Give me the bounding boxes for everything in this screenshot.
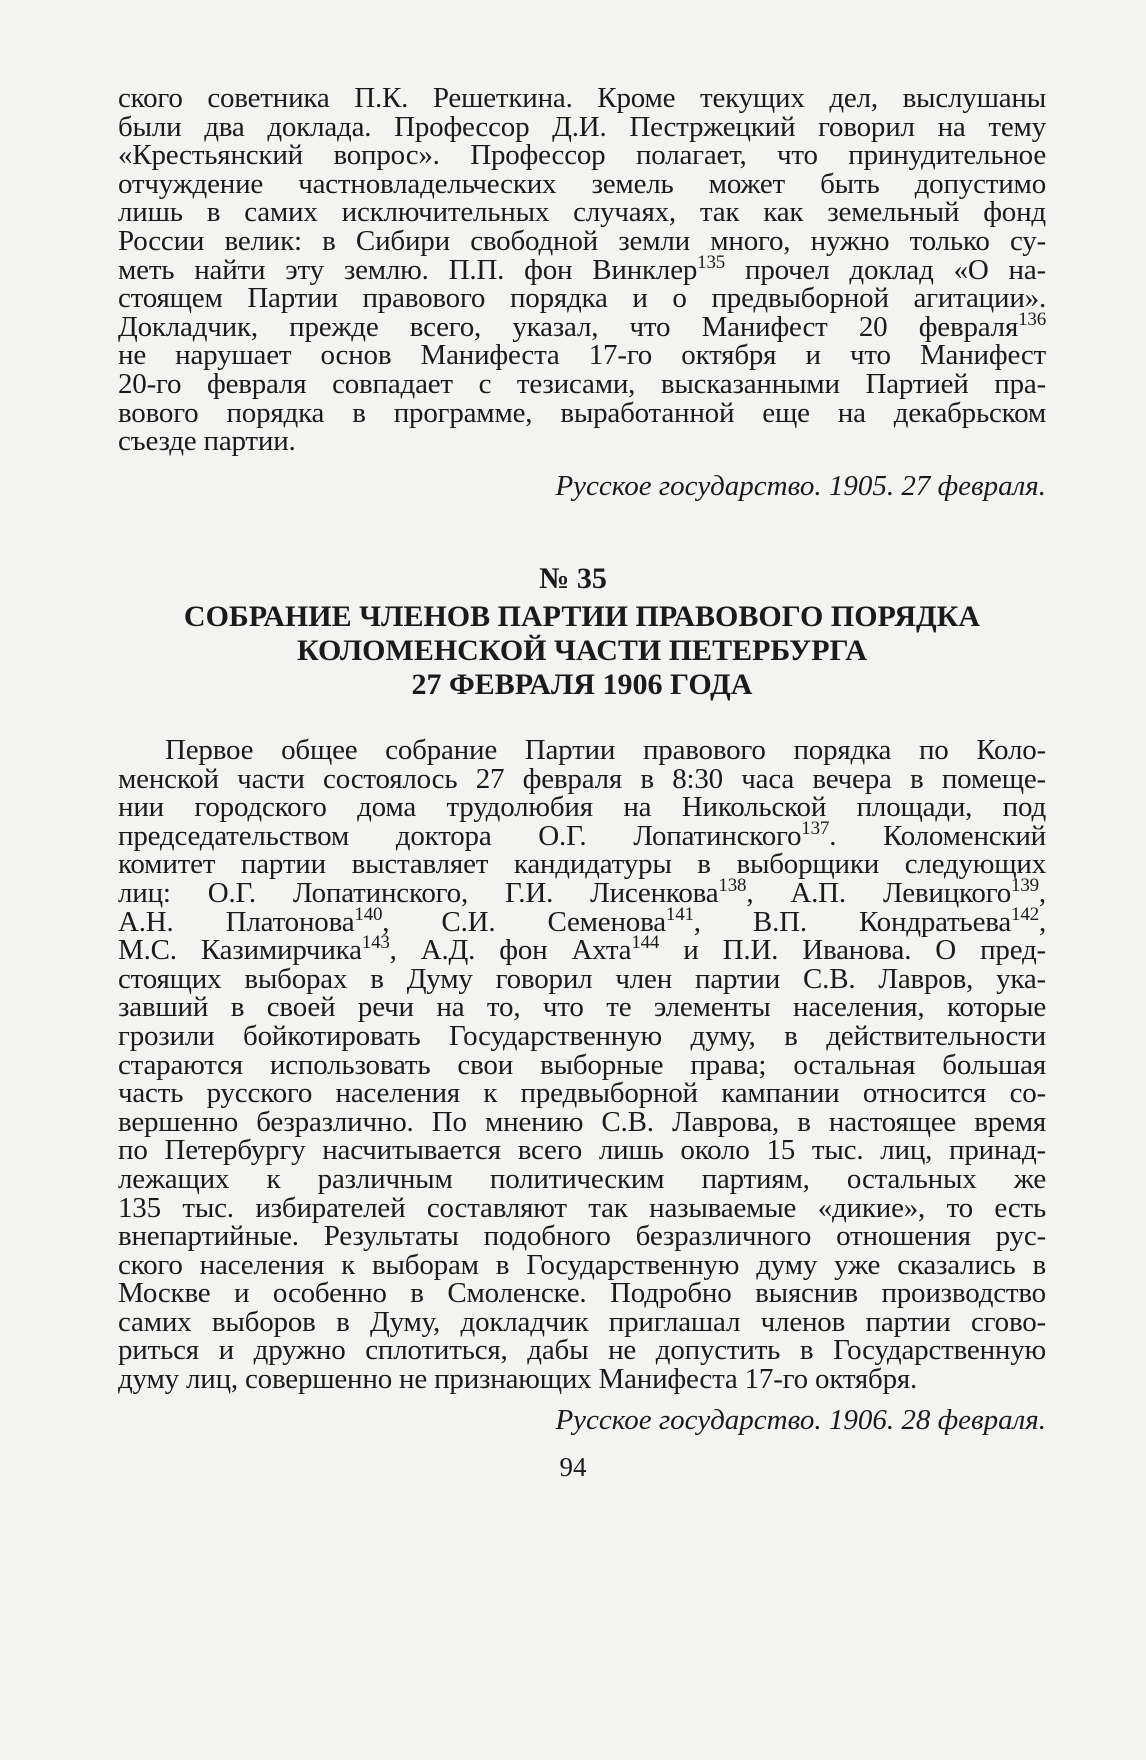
footnote-ref: 139 (1011, 874, 1039, 896)
source-citation-1: Русское государство. 1905. 27 февраля. (555, 470, 1046, 502)
text-line (118, 167, 1046, 200)
text-line (118, 932, 1047, 967)
text-run: , В.П. Кондратьева (693, 905, 1012, 938)
text-run: внепартийные. Результаты подобного безразличного отношения рус- (118, 1220, 1046, 1253)
text-run: лишь в самих исключительных случаях, так как земельный фонд (118, 196, 1046, 229)
text-run: 135 тыс. избирателей составляют так называемые «дикие», то есть (118, 1191, 1046, 1224)
text-run: «Крестьянский вопрос». Профессор полагает, что принудительное (118, 139, 1046, 172)
text-line (118, 1305, 1046, 1338)
text-line (118, 1191, 1046, 1224)
text-run: , С.И. Семенова (382, 905, 666, 938)
text-run: А.Н. Платонова (118, 905, 355, 938)
text-run: Докладчик, прежде всего, указал, что Манифест 20 февраля (118, 310, 1019, 343)
text-line (118, 141, 1046, 170)
title-line: СОБРАНИЕ ЧЛЕНОВ ПАРТИИ ПРАВОВОГО ПОРЯДКА (183, 600, 981, 633)
text-line (118, 1105, 1046, 1138)
text-line (118, 1336, 1046, 1365)
text-run: председательством доктора О.Г. Лопатинского (118, 819, 802, 852)
text-line (118, 903, 1046, 938)
text-run: менской части состоялось 27 февраля в 8:30 часа вечера в помеще- (118, 762, 1046, 795)
footnote-ref: 137 (801, 817, 830, 839)
text-run: думу лиц, совершенно не признающих Манифеста 17-го октября. (118, 1363, 918, 1396)
text-run: , А.П. Левицкого (746, 876, 1012, 909)
document-number: № 35 (539, 562, 607, 595)
text-line (118, 1048, 1046, 1081)
text-line (118, 817, 1046, 852)
text-run: вового порядка в программе, выработанной еще на декабрьском (118, 396, 1046, 429)
text-line (118, 224, 1046, 257)
title-line: КОЛОМЕНСКОЙ ЧАСТИ ПЕТЕРБУРГА (296, 634, 868, 667)
text-line (118, 198, 1046, 227)
footnote-ref: 144 (631, 932, 660, 954)
text-run: ского населения к выборам в Государственную думу уже сказались в (118, 1248, 1046, 1281)
footnote-ref: 142 (1011, 903, 1039, 925)
text-line (118, 341, 1046, 370)
footnote-ref: 136 (1018, 308, 1046, 330)
text-run: России велик: в Сибири свободной земли много, нужно только су- (118, 224, 1046, 257)
text-run: . Коломенский (829, 819, 1046, 852)
text-run: не нарушает основ Манифеста 17-го октября и что Манифест (118, 339, 1046, 372)
text-line (118, 427, 1046, 456)
text-line (118, 84, 1046, 113)
text-run: стараются использовать свои выборные права; остальная большая (118, 1048, 1046, 1081)
text-run: Москве и особенно в Смоленске. Подробно выяснив производство (118, 1277, 1046, 1310)
text-run: были два доклада. Профессор Д.И. Пестржецкий говорил на тему (118, 110, 1046, 143)
text-line (118, 1222, 1046, 1251)
document-title (118, 600, 1046, 702)
text-run: стоящем Партии правового порядка и о предвыборной агитации». (118, 282, 1046, 315)
text-run: прочел доклад «О на- (725, 253, 1046, 286)
text-line (118, 762, 1046, 795)
text-line (118, 396, 1046, 429)
paragraph-main (118, 736, 1046, 1394)
text-line (118, 850, 1046, 879)
text-run: лиц: О.Г. Лопатинского, Г.И. Лисенкова (118, 876, 719, 909)
text-run: стоящих выборах в Думу говорил член партии С.В. Лавров, ука- (118, 962, 1046, 995)
text-run: риться и дружно сплотиться, дабы не допустить в Государственную (118, 1334, 1046, 1367)
text-run: нии городского дома трудолюбия на Никольской площади, под (118, 791, 1046, 824)
text-run: отчуждение частновладельческих земель может быть допустимо (118, 167, 1046, 200)
footnote-ref: 138 (718, 874, 747, 896)
text-run: , (1038, 905, 1046, 938)
text-run: Первое общее собрание Партии правового порядка по Коло- (165, 734, 1046, 766)
text-run: ского советника П.К. Решеткина. Кроме текущих дел, выслушаны (118, 82, 1046, 114)
text-line (118, 1079, 1046, 1108)
text-line (118, 1162, 1046, 1195)
text-run: часть русского населения к предвыборной кампании относится со- (118, 1077, 1046, 1110)
footnote-ref: 143 (361, 932, 390, 954)
source-citation-2: Русское государство. 1906. 28 февраля. (555, 1404, 1046, 1436)
text-run: съезде партии. (118, 425, 296, 458)
text-run: меть найти эту землю. П.П. фон Винклер (118, 253, 698, 286)
text-line (118, 1248, 1046, 1281)
text-line (118, 993, 1046, 1022)
text-line (118, 1136, 1046, 1165)
text-line (118, 1279, 1046, 1308)
footnote-ref: 135 (697, 251, 726, 273)
text-run: по Петербургу насчитывается всего лишь около 15 тыс. лиц, принад- (118, 1134, 1046, 1167)
text-run: самих выборов в Думу, докладчик приглашал членов партии сгово- (118, 1305, 1046, 1338)
text-line (118, 736, 1046, 765)
text-run: М.С. Казимирчика (118, 934, 362, 967)
text-line (118, 1365, 1046, 1394)
text-run: 20-го февраля совпадает с тезисами, высказанными Партией пра- (118, 367, 1046, 400)
text-run: лежащих к различным политическим партиям, остальных же (118, 1162, 1046, 1195)
text-run: , А.Д. фон Ахта (389, 934, 632, 967)
text-run: грозили бойкотировать Государственную думу, в действительности (118, 1019, 1046, 1052)
text-run: комитет партии выставляет кандидатуры в выборщики следующих (118, 848, 1046, 881)
page-number: 94 (559, 1452, 587, 1482)
title-line: 27 ФЕВРАЛЯ 1906 ГОДА (411, 668, 753, 701)
footnote-ref: 140 (354, 903, 383, 925)
text-run: завший в своей речи на то, что те элементы населения, которые (118, 991, 1046, 1024)
text-line (118, 793, 1046, 822)
text-run: , (1038, 876, 1046, 909)
text-line (118, 367, 1046, 400)
text-line (118, 110, 1046, 143)
text-run: и П.И. Иванова. О пред- (659, 934, 1047, 967)
footnote-ref: 141 (665, 903, 694, 925)
text-line (118, 874, 1046, 909)
text-run: вершенно безразлично. По мнению С.В. Лаврова, в настоящее время (118, 1105, 1046, 1138)
text-line (118, 962, 1046, 995)
text-line (118, 1019, 1046, 1052)
text-line (118, 251, 1046, 286)
text-line (118, 284, 1046, 313)
paragraph-continued (118, 84, 1046, 456)
text-line (118, 308, 1046, 343)
